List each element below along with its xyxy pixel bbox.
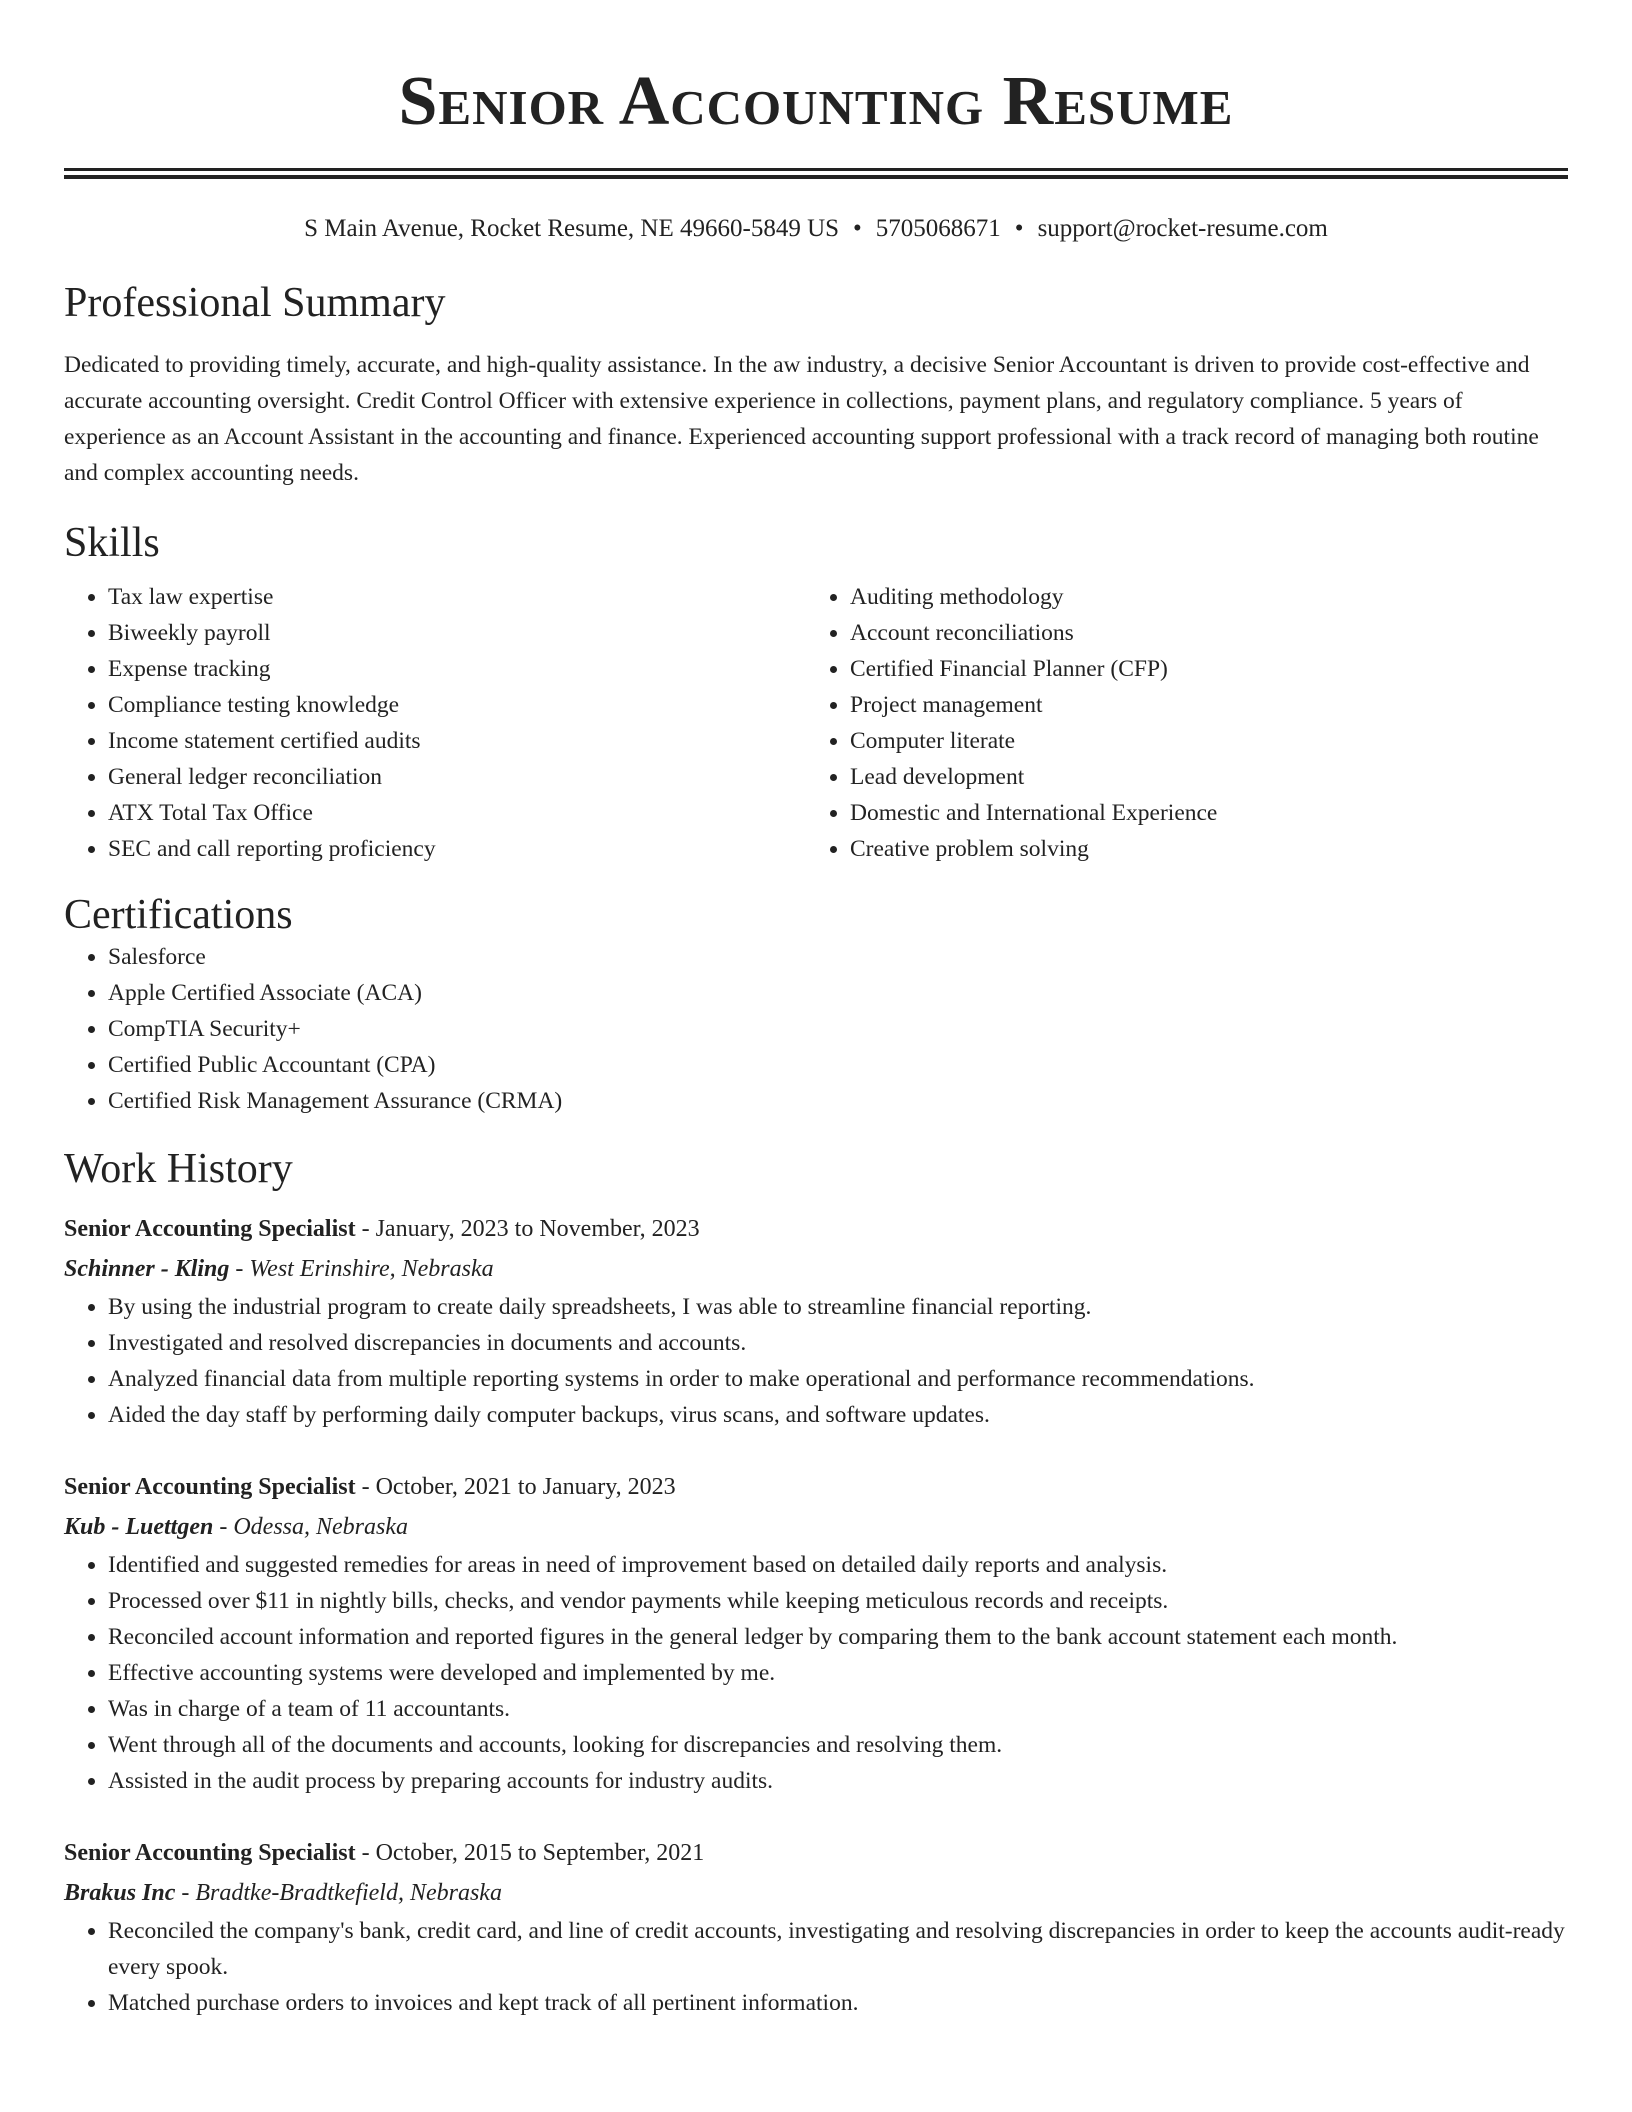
- skills-list-left: [64, 579, 806, 867]
- job-bullet: • Matched purchase orders to invoices and kept track of all pertinent information.: [108, 1985, 1568, 2021]
- certifications-list: [64, 939, 1568, 1119]
- contact-email: support@rocket-resume.com: [1037, 215, 1328, 242]
- contact-phone: 5705068671: [875, 215, 1001, 242]
- job-company: Brakus Inc: [64, 1880, 176, 1906]
- contact-separator: •: [853, 215, 862, 242]
- skill-item: • Creative problem solving: [850, 831, 1548, 867]
- job-entry: [64, 1209, 1568, 1433]
- skill-item: • Account reconciliations: [850, 615, 1548, 651]
- job-bullets: [64, 1913, 1568, 2021]
- skill-item: • General ledger reconciliation: [108, 759, 806, 795]
- summary-text: Dedicated to providing timely, accurate, and high-quality assistance. In the aw industry, a decisive Senior Accountant is driven to provide cost-effective and accurate accounting oversight. Credit Control Officer with extensive experience in collections, payment plans, and regulatory compliance. 5 years of experience as an Account Assistant in the accounting and finance. Experienced accounting support professional with a track record of managing both routine and complex accounting needs.: [64, 352, 1539, 486]
- contact-address: S Main Avenue, Rocket Resume, NE 49660-5849 US: [304, 215, 840, 242]
- skills-columns: [64, 579, 1568, 867]
- skills-column-right: [806, 579, 1548, 867]
- job-title: Senior Accounting Specialist: [64, 1840, 356, 1866]
- job-title: Senior Accounting Specialist: [64, 1216, 356, 1242]
- job-title-line: [64, 1833, 1568, 1873]
- skill-item: • Project management: [850, 687, 1548, 723]
- job-company: Kub - Luettgen: [64, 1514, 214, 1540]
- job-bullet: • By using the industrial program to create daily spreadsheets, I was able to streamline financial reporting.: [108, 1289, 1568, 1325]
- contact-line: [64, 213, 1568, 245]
- job-dates: - October, 2015 to September, 2021: [355, 1840, 705, 1866]
- skill-item: • Auditing methodology: [850, 579, 1548, 615]
- job-bullet: • Reconciled the company's bank, credit card, and line of credit accounts, investigating and resolving discrepancies in order to keep the accounts audit-ready every spook.: [108, 1913, 1568, 1985]
- job-bullet: • Was in charge of a team of 11 accountants.: [108, 1691, 1568, 1727]
- contact-separator: •: [1014, 215, 1024, 242]
- job-bullet: • Effective accounting systems were developed and implemented by me.: [108, 1655, 1568, 1691]
- certification-item: • Salesforce: [108, 939, 1568, 975]
- skill-item: • Certified Financial Planner (CFP): [850, 651, 1548, 687]
- job-title-line: [64, 1467, 1568, 1507]
- work-history-heading: Work History: [64, 1146, 293, 1192]
- certification-item: • Apple Certified Associate (ACA): [108, 975, 1568, 1011]
- job-bullet: • Analyzed financial data from multiple reporting systems in order to make operational and performance recommendations.: [108, 1361, 1568, 1397]
- skills-list-right: [806, 579, 1548, 867]
- job-bullet: • Assisted in the audit process by preparing accounts for industry audits.: [108, 1763, 1568, 1799]
- job-location: - Odessa, Nebraska: [213, 1514, 408, 1540]
- resume-title: Senior Accounting Resume: [398, 63, 1234, 140]
- job-company-line: [64, 1873, 1568, 1913]
- job-bullet: • Went through all of the documents and accounts, looking for discrepancies and resolving them.: [108, 1727, 1568, 1763]
- title-double-rule: [64, 168, 1568, 179]
- job-bullet: • Reconciled account information and reported figures in the general ledger by comparing them to the bank account statement each month.: [108, 1619, 1568, 1655]
- skill-item: • Biweekly payroll: [108, 615, 806, 651]
- job-entry: [64, 1467, 1568, 1799]
- skill-item: • ATX Total Tax Office: [108, 795, 806, 831]
- skill-item: • Computer literate: [850, 723, 1548, 759]
- certification-item: • Certified Risk Management Assurance (CRMA): [108, 1083, 1568, 1119]
- summary-heading: Professional Summary: [64, 280, 446, 326]
- job-company: Schinner - Kling: [64, 1256, 230, 1282]
- job-company-line: [64, 1507, 1568, 1547]
- certification-item: • Certified Public Accountant (CPA): [108, 1047, 1568, 1083]
- job-entry: [64, 1833, 1568, 2021]
- skill-item: • Domestic and International Experience: [850, 795, 1548, 831]
- job-bullets: [64, 1547, 1568, 1799]
- job-bullet: • Investigated and resolved discrepancies in documents and accounts.: [108, 1325, 1568, 1361]
- job-location: - Bradtke-Bradtkefield, Nebraska: [175, 1880, 502, 1906]
- skill-item: • Expense tracking: [108, 651, 806, 687]
- job-bullet: • Identified and suggested remedies for areas in need of improvement based on detailed daily reports and analysis.: [108, 1547, 1568, 1583]
- skill-item: • Compliance testing knowledge: [108, 687, 806, 723]
- job-dates: - October, 2021 to January, 2023: [355, 1474, 676, 1500]
- job-location: - West Erinshire, Nebraska: [229, 1256, 494, 1282]
- job-bullet: • Aided the day staff by performing daily computer backups, virus scans, and software updates.: [108, 1397, 1568, 1433]
- job-bullets: [64, 1289, 1568, 1433]
- resume-page: [64, 0, 1568, 2021]
- skills-column-left: [64, 579, 806, 867]
- job-title: Senior Accounting Specialist: [64, 1474, 356, 1500]
- skill-item: • SEC and call reporting proficiency: [108, 831, 806, 867]
- certification-item: • CompTIA Security+: [108, 1011, 1568, 1047]
- certifications-heading: Certifications: [64, 892, 293, 938]
- skill-item: • Income statement certified audits: [108, 723, 806, 759]
- skills-heading: Skills: [64, 520, 160, 566]
- job-company-line: [64, 1249, 1568, 1289]
- job-dates: - January, 2023 to November, 2023: [355, 1216, 700, 1242]
- skill-item: • Lead development: [850, 759, 1548, 795]
- job-bullet: • Processed over $11 in nightly bills, checks, and vendor payments while keeping meticulous records and receipts.: [108, 1583, 1568, 1619]
- job-title-line: [64, 1209, 1568, 1249]
- skill-item: • Tax law expertise: [108, 579, 806, 615]
